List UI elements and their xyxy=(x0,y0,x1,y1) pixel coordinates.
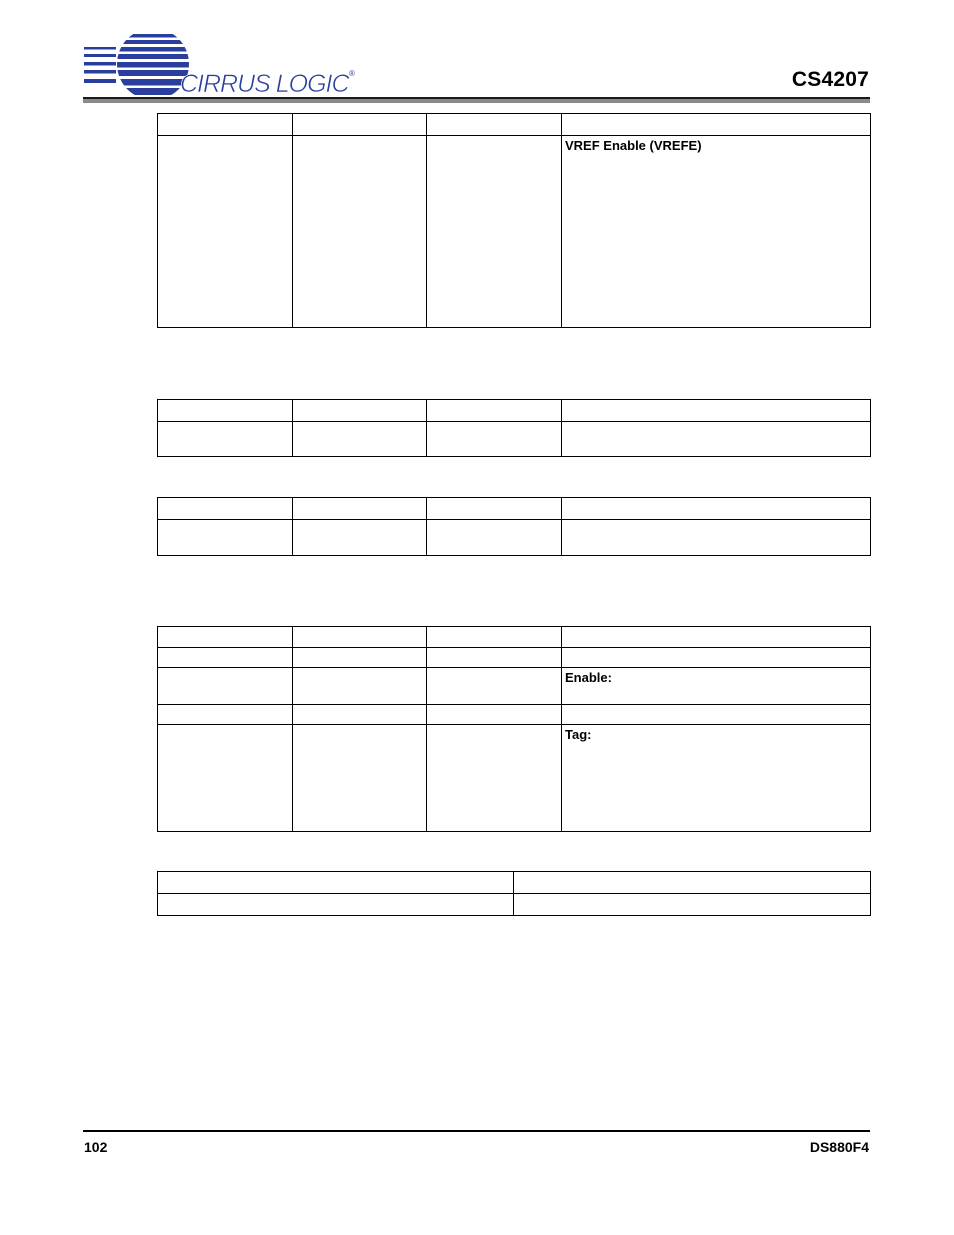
table-row xyxy=(158,520,871,556)
table-row xyxy=(158,894,871,916)
register-table-vref xyxy=(157,113,871,328)
table-cell xyxy=(293,648,427,668)
table-cell xyxy=(293,400,427,422)
table-cell xyxy=(158,520,293,556)
table-cell xyxy=(514,872,871,894)
register-table-enable-tag xyxy=(157,626,871,832)
table-cell xyxy=(158,114,293,136)
table-cell xyxy=(562,627,871,648)
table-cell xyxy=(562,648,871,668)
table-cell xyxy=(158,400,293,422)
table-cell xyxy=(158,648,293,668)
table-cell xyxy=(562,705,871,725)
table-cell xyxy=(293,114,427,136)
table-cell xyxy=(158,136,293,328)
table-cell xyxy=(293,422,427,457)
document-id: DS880F4 xyxy=(809,1139,869,1155)
table-cell xyxy=(562,114,871,136)
table-cell xyxy=(158,894,514,916)
cirrus-logo-icon xyxy=(82,34,357,96)
table-cell xyxy=(562,422,871,457)
table-cell xyxy=(427,648,562,668)
table-cell xyxy=(427,520,562,556)
table-row xyxy=(158,648,871,668)
footer-rule xyxy=(83,1130,870,1132)
header-rule xyxy=(83,97,870,103)
table-cell xyxy=(158,422,293,457)
table-cell xyxy=(293,668,427,705)
register-table-2 xyxy=(157,399,871,457)
table-cell xyxy=(427,114,562,136)
table-cell xyxy=(158,872,514,894)
table-cell xyxy=(158,668,293,705)
table-row xyxy=(158,725,871,832)
table-cell xyxy=(427,422,562,457)
table-cell xyxy=(293,136,427,328)
table-cell xyxy=(293,498,427,520)
table-cell xyxy=(562,498,871,520)
table-cell xyxy=(427,627,562,648)
page-number: 102 xyxy=(84,1139,108,1155)
tag-heading: Tag: xyxy=(562,725,871,832)
registered-mark: ® xyxy=(349,69,355,78)
part-number: CS4207 xyxy=(791,68,869,91)
table-cell xyxy=(427,705,562,725)
table-cell xyxy=(427,400,562,422)
cirrus-logic-logo xyxy=(82,34,357,96)
table-cell xyxy=(158,705,293,725)
table-cell xyxy=(158,498,293,520)
table-cell xyxy=(427,725,562,832)
table-header-row xyxy=(158,498,871,520)
table-row xyxy=(158,705,871,725)
table-cell xyxy=(293,520,427,556)
register-table-5 xyxy=(157,871,871,916)
table-cell xyxy=(562,520,871,556)
table-header-row xyxy=(158,114,871,136)
table-row xyxy=(158,668,871,705)
table-row xyxy=(158,422,871,457)
vref-enable-heading: VREF Enable (VREFE) xyxy=(562,136,871,328)
table-cell xyxy=(562,400,871,422)
table-cell xyxy=(158,627,293,648)
table-header-row xyxy=(158,872,871,894)
enable-heading: Enable: xyxy=(562,668,871,705)
table-cell xyxy=(293,627,427,648)
table-cell xyxy=(293,705,427,725)
table-cell xyxy=(158,725,293,832)
table-cell xyxy=(293,725,427,832)
table-row xyxy=(158,136,871,328)
table-cell xyxy=(427,668,562,705)
table-cell xyxy=(427,136,562,328)
table-header-row xyxy=(158,400,871,422)
table-cell xyxy=(427,498,562,520)
table-header-row xyxy=(158,627,871,648)
brand-wordmark: CIRRUS LOGIC xyxy=(180,70,348,96)
table-cell xyxy=(514,894,871,916)
register-table-3 xyxy=(157,497,871,556)
